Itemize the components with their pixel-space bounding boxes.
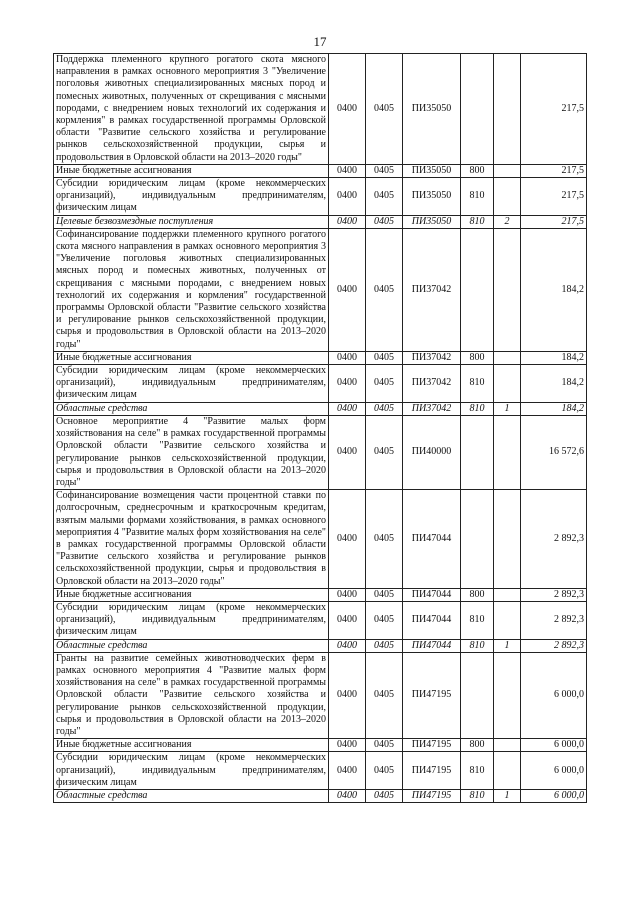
table-row <box>54 490 587 589</box>
amount-value: 217,5 <box>521 178 587 216</box>
amount-value: 217,5 <box>521 215 587 228</box>
funding-source-code <box>494 415 521 489</box>
subsection-code: 0405 <box>366 639 403 652</box>
section-code: 0400 <box>329 752 366 790</box>
target-article-code: ПИ37042 <box>403 228 461 351</box>
row-description: Иные бюджетные ассигнования <box>54 164 329 177</box>
section-code: 0400 <box>329 178 366 216</box>
target-article-code: ПИ47044 <box>403 490 461 589</box>
funding-source-code: 2 <box>494 215 521 228</box>
funding-source-code <box>494 490 521 589</box>
table-row <box>54 228 587 351</box>
table-row <box>54 588 587 601</box>
subsection-code: 0405 <box>366 601 403 639</box>
amount-value: 16 572,6 <box>521 415 587 489</box>
amount-value: 2 892,3 <box>521 588 587 601</box>
section-code: 0400 <box>329 415 366 489</box>
target-article-code: ПИ47195 <box>403 752 461 790</box>
subsection-code: 0405 <box>366 228 403 351</box>
target-article-code: ПИ37042 <box>403 365 461 403</box>
section-code: 0400 <box>329 739 366 752</box>
subsection-code: 0405 <box>366 402 403 415</box>
section-code: 0400 <box>329 54 366 165</box>
expense-type-code: 810 <box>461 752 494 790</box>
section-code: 0400 <box>329 365 366 403</box>
funding-source-code: 1 <box>494 402 521 415</box>
target-article-code: ПИ35050 <box>403 164 461 177</box>
expense-type-code: 810 <box>461 601 494 639</box>
expense-type-code: 810 <box>461 402 494 415</box>
funding-source-code <box>494 164 521 177</box>
subsection-code: 0405 <box>366 351 403 364</box>
table-row <box>54 178 587 216</box>
table-row <box>54 365 587 403</box>
funding-source-code <box>494 351 521 364</box>
expense-type-code: 810 <box>461 215 494 228</box>
row-description: Субсидии юридическим лицам (кроме некоммерческих организаций), индивидуальным предпринимателям, физическим лицам <box>54 178 329 216</box>
section-code: 0400 <box>329 351 366 364</box>
row-description: Иные бюджетные ассигнования <box>54 739 329 752</box>
table-row <box>54 601 587 639</box>
amount-value: 217,5 <box>521 164 587 177</box>
table-row <box>54 652 587 738</box>
table-row <box>54 752 587 790</box>
table-row <box>54 789 587 802</box>
amount-value: 2 892,3 <box>521 601 587 639</box>
section-code: 0400 <box>329 215 366 228</box>
amount-value: 184,2 <box>521 228 587 351</box>
row-description: Областные средства <box>54 639 329 652</box>
target-article-code: ПИ40000 <box>403 415 461 489</box>
target-article-code: ПИ47195 <box>403 739 461 752</box>
row-description: Поддержка племенного крупного рогатого скота мясного направления в рамках основного мероприятия 3 "Увеличение поголовья животных специализированных мясных пород и помесных животных, полученных от скрещивания с мясными породами, с внедрением новых технологий их содержания и кормления" в рамках государственной программы Орловской области "Развитие сельского хозяйства и регулирование рынков сельскохозяйственной продукции, сырья и продовольствия в Орловской области на 2013–2020 годы" <box>54 54 329 165</box>
page-number: 17 <box>313 34 327 49</box>
subsection-code: 0405 <box>366 178 403 216</box>
section-code: 0400 <box>329 228 366 351</box>
row-description: Субсидии юридическим лицам (кроме некоммерческих организаций), индивидуальным предпринимателям, физическим лицам <box>54 601 329 639</box>
expense-type-code: 800 <box>461 164 494 177</box>
table-row <box>54 639 587 652</box>
table-row <box>54 351 587 364</box>
subsection-code: 0405 <box>366 164 403 177</box>
budget-table-body <box>54 54 587 803</box>
amount-value: 217,5 <box>521 54 587 165</box>
funding-source-code <box>494 54 521 165</box>
amount-value: 184,2 <box>521 351 587 364</box>
amount-value: 6 000,0 <box>521 789 587 802</box>
amount-value: 2 892,3 <box>521 490 587 589</box>
section-code: 0400 <box>329 639 366 652</box>
amount-value: 184,2 <box>521 365 587 403</box>
expense-type-code <box>461 652 494 738</box>
funding-source-code: 1 <box>494 789 521 802</box>
table-row <box>54 402 587 415</box>
amount-value: 184,2 <box>521 402 587 415</box>
subsection-code: 0405 <box>366 739 403 752</box>
expense-type-code: 810 <box>461 365 494 403</box>
row-description: Софинансирование поддержки племенного крупного рогатого скота мясного направления в рамках основного мероприятия 3 "Увеличение поголовья животных специализированных мясных пород и помесных животных, полученных от скрещивания с мясными породами, с внедрением новых технологий их содержания и кормления" государственной программы Орловской области "Развитие сельского хозяйства и регулирование рынков сельскохозяйственной продукции, сырья и продовольствия в Орловской области на 2013–2020 годы" <box>54 228 329 351</box>
subsection-code: 0405 <box>366 54 403 165</box>
target-article-code: ПИ35050 <box>403 178 461 216</box>
funding-source-code <box>494 652 521 738</box>
table-row <box>54 215 587 228</box>
target-article-code: ПИ47044 <box>403 588 461 601</box>
subsection-code: 0405 <box>366 365 403 403</box>
section-code: 0400 <box>329 164 366 177</box>
row-description: Областные средства <box>54 789 329 802</box>
budget-table <box>53 53 587 803</box>
subsection-code: 0405 <box>366 652 403 738</box>
funding-source-code <box>494 739 521 752</box>
target-article-code: ПИ47044 <box>403 639 461 652</box>
funding-source-code <box>494 228 521 351</box>
funding-source-code <box>494 752 521 790</box>
row-description: Иные бюджетные ассигнования <box>54 351 329 364</box>
target-article-code: ПИ35050 <box>403 54 461 165</box>
target-article-code: ПИ37042 <box>403 351 461 364</box>
expense-type-code <box>461 54 494 165</box>
section-code: 0400 <box>329 652 366 738</box>
target-article-code: ПИ47195 <box>403 789 461 802</box>
funding-source-code <box>494 178 521 216</box>
row-description: Субсидии юридическим лицам (кроме некоммерческих организаций), индивидуальным предпринимателям, физическим лицам <box>54 365 329 403</box>
subsection-code: 0405 <box>366 490 403 589</box>
target-article-code: ПИ35050 <box>403 215 461 228</box>
expense-type-code: 800 <box>461 351 494 364</box>
section-code: 0400 <box>329 490 366 589</box>
section-code: 0400 <box>329 601 366 639</box>
subsection-code: 0405 <box>366 415 403 489</box>
funding-source-code <box>494 588 521 601</box>
funding-source-code <box>494 601 521 639</box>
amount-value: 6 000,0 <box>521 652 587 738</box>
expense-type-code <box>461 415 494 489</box>
funding-source-code <box>494 365 521 403</box>
expense-type-code <box>461 490 494 589</box>
row-description: Субсидии юридическим лицам (кроме некоммерческих организаций), индивидуальным предпринимателям, физическим лицам <box>54 752 329 790</box>
expense-type-code: 810 <box>461 639 494 652</box>
expense-type-code: 810 <box>461 789 494 802</box>
table-row <box>54 739 587 752</box>
target-article-code: ПИ47044 <box>403 601 461 639</box>
amount-value: 6 000,0 <box>521 739 587 752</box>
table-row <box>54 415 587 489</box>
target-article-code: ПИ47195 <box>403 652 461 738</box>
table-row <box>54 54 587 165</box>
expense-type-code <box>461 228 494 351</box>
section-code: 0400 <box>329 402 366 415</box>
funding-source-code: 1 <box>494 639 521 652</box>
row-description: Софинансирование возмещения части процентной ставки по долгосрочным, среднесрочным и краткосрочным кредитам, взятым малыми формами хозяйствования, в рамках основного мероприятия 4 "Развитие малых форм хозяйствования на селе" в рамках государственной программы Орловской области "Развитие сельского хозяйства и регулирование рынков сельскохозяйственной продукции, сырья и продовольствия в Орловской области на 2013–2020 годы" <box>54 490 329 589</box>
section-code: 0400 <box>329 588 366 601</box>
expense-type-code: 800 <box>461 739 494 752</box>
subsection-code: 0405 <box>366 789 403 802</box>
amount-value: 2 892,3 <box>521 639 587 652</box>
row-description: Областные средства <box>54 402 329 415</box>
subsection-code: 0405 <box>366 588 403 601</box>
table-row <box>54 164 587 177</box>
row-description: Основное мероприятие 4 "Развитие малых форм хозяйствования на селе" в рамках государственной программы Орловской области "Развитие сельского хозяйства и регулирование рынков сельскохозяйственной продукции, сырья и продовольствия в Орловской области на 2013–2020 годы" <box>54 415 329 489</box>
subsection-code: 0405 <box>366 215 403 228</box>
subsection-code: 0405 <box>366 752 403 790</box>
expense-type-code: 810 <box>461 178 494 216</box>
target-article-code: ПИ37042 <box>403 402 461 415</box>
row-description: Целевые безвозмездные поступления <box>54 215 329 228</box>
row-description: Гранты на развитие семейных животноводческих ферм в рамках основного мероприятия 4 "Развитие малых форм хозяйствования на селе" в рамках государственной программы Орловской области "Развитие сельского хозяйства и регулирование рынков сельскохозяйственной продукции, сырья и продовольствия в Орловской области на 2013–2020 годы" <box>54 652 329 738</box>
expense-type-code: 800 <box>461 588 494 601</box>
section-code: 0400 <box>329 789 366 802</box>
amount-value: 6 000,0 <box>521 752 587 790</box>
row-description: Иные бюджетные ассигнования <box>54 588 329 601</box>
